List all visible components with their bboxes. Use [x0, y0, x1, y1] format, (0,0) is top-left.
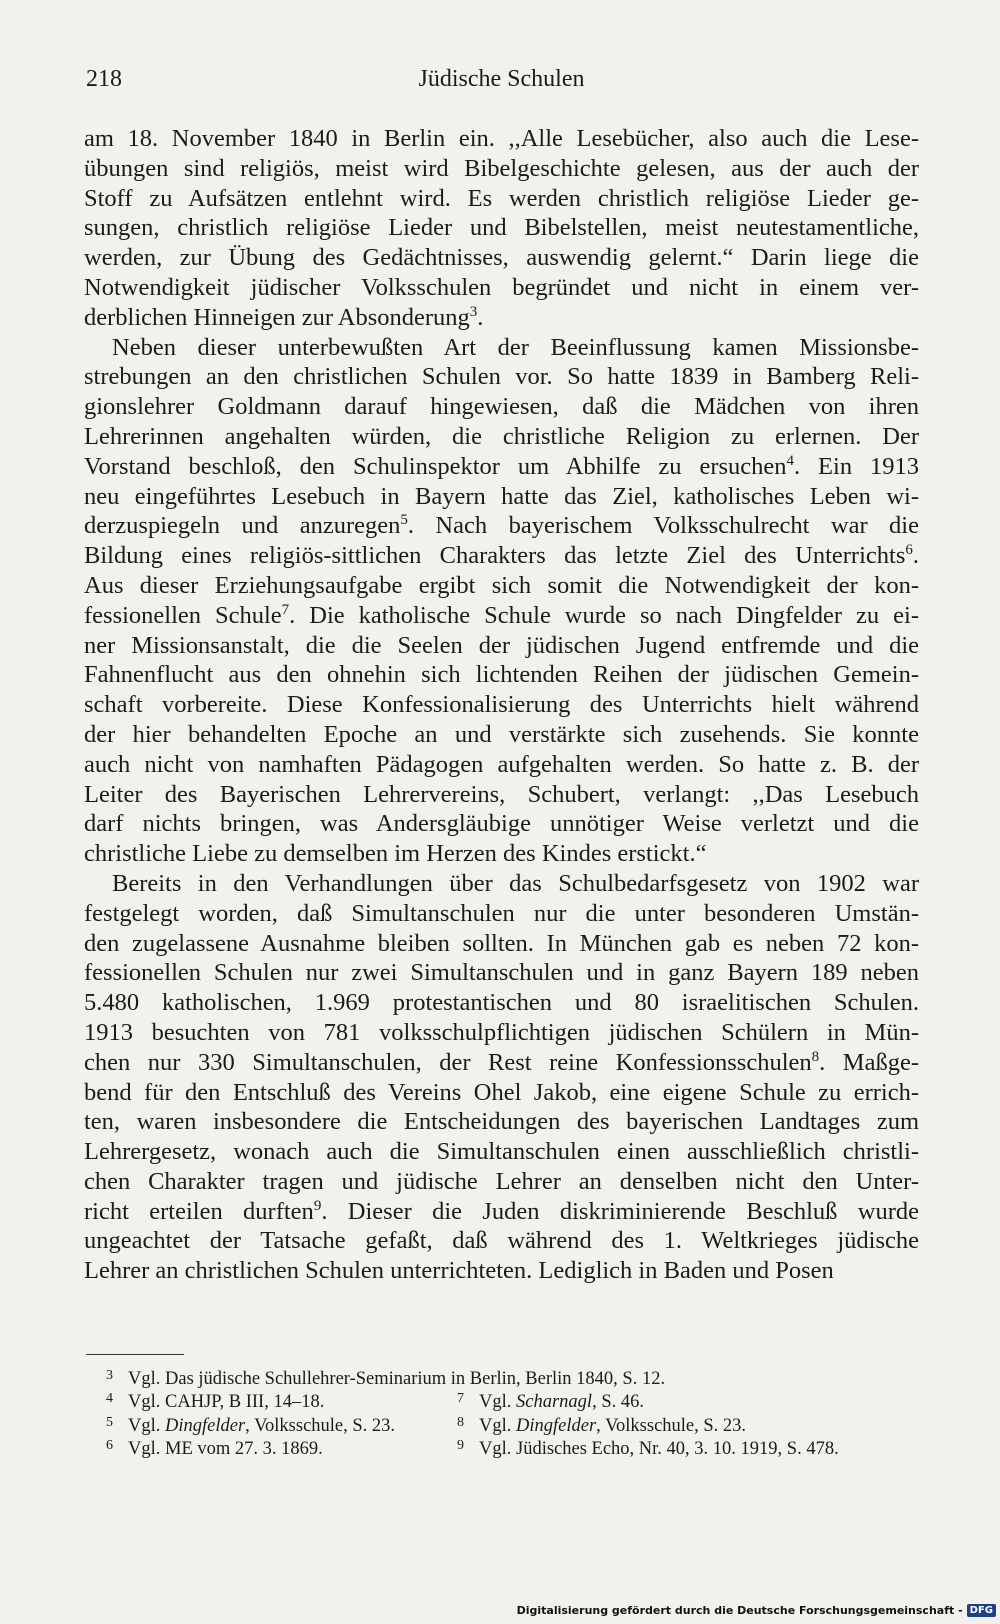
footnote-reference: 5	[400, 512, 408, 529]
text-line	[84, 333, 919, 363]
text-line-content: Fahnenflucht aus den ohnehin sich lichtenden Reihen der jüdischen Gemein-	[84, 661, 919, 689]
footnote-text-post: , Volksschule, S. 23.	[596, 1415, 747, 1436]
text-line	[84, 1226, 919, 1256]
text-line-content: fessionellen Schule	[84, 601, 282, 629]
text-line	[84, 1197, 919, 1227]
text-line-content: derzuspiegeln und anzuregen	[84, 512, 401, 540]
text-line	[84, 839, 919, 869]
text-line-content: chen nur 330 Simultanschulen, der Rest reine Konfessionsschulen	[84, 1048, 812, 1076]
footnote-4: 4 Vgl. CAHJP, B III, 14–18.	[106, 1391, 325, 1413]
text-line	[84, 303, 919, 333]
text-line	[84, 213, 919, 243]
text-line	[84, 929, 919, 959]
footnote-5: 5 Vgl. Dingfelder, Volksschule, S. 23.	[106, 1414, 396, 1436]
footnote-author: Scharnagl	[516, 1392, 593, 1413]
text-line-content: Lehrerinnen angehalten würden, die christliche Religion zu erlernen. Der	[84, 422, 919, 450]
text-line-content: strebungen an den christlichen Schulen vor. So hatte 1839 in Bamberg Reli-	[84, 363, 919, 391]
text-line-content: chen Charakter tragen und jüdische Lehrer an denselben nicht den Unter-	[84, 1167, 919, 1195]
text-line-content: 1913 besuchten von 781 volksschulpflichtigen jüdischen Schülern in Mün-	[84, 1018, 919, 1046]
text-line-content: ten, waren insbesondere die Entscheidungen des bayerischen Landtages zum	[84, 1108, 919, 1136]
text-line	[84, 660, 919, 690]
text-line-content: den zugelassene Ausnahme bleiben sollten. In München gab es neben 72 kon-	[84, 929, 919, 957]
text-line-content: derblichen Hinneigen zur Absonderung	[84, 303, 470, 331]
text-line	[84, 1107, 919, 1137]
text-line-continuation: .	[912, 542, 919, 570]
footnote-divider	[86, 1354, 184, 1355]
footnote-text-pre: Vgl.	[479, 1415, 516, 1436]
text-line-content: richt erteilen durften	[84, 1197, 314, 1225]
footnote-text-post: , Volksschule, S. 23.	[245, 1415, 396, 1436]
text-line	[84, 1078, 919, 1108]
funding-text: Digitalisierung gefördert durch die Deutsche Forschungsgemeinschaft -	[516, 1603, 963, 1617]
text-line	[84, 869, 919, 899]
footnote-9: 9 Vgl. Jüdisches Echo, Nr. 40, 3. 10. 1919, S. 478.	[457, 1438, 839, 1460]
footnote-reference: 8	[811, 1048, 820, 1065]
text-line-content: 5.480 katholischen, 1.969 protestantischen und 80 israelitischen Schulen.	[84, 989, 919, 1017]
text-line-content: auch nicht von namhaften Pädagogen aufgehalten werden. So hatte z. B. der	[84, 750, 919, 778]
text-line	[84, 273, 919, 303]
footnote-text-pre: Vgl.	[479, 1392, 516, 1413]
text-line-content: am 18. November 1840 in Berlin ein. ,,Alle Lesebücher, also auch die Lese-	[84, 125, 919, 152]
footnote-text: Vgl. ME vom 27. 3. 1869.	[128, 1439, 323, 1460]
footnote-reference: 9	[313, 1197, 322, 1214]
text-line	[84, 720, 919, 750]
footnote-reference: 6	[905, 542, 913, 559]
text-line	[84, 809, 919, 839]
footnote-3: 3 Vgl. Das jüdische Schullehrer-Seminarium in Berlin, Berlin 1840, S. 12.	[106, 1368, 666, 1389]
text-line	[84, 124, 919, 154]
text-line-content: sungen, christlich religiöse Lieder und Bibelstellen, meist neutestamentliche,	[84, 214, 919, 242]
text-line-content: schaft vorbereite. Diese Konfessionalisierung des Unterrichts hielt während	[84, 691, 919, 719]
text-line-content: der hier behandelten Epoche an und verstärkte sich zusehends. Sie konnte	[84, 720, 919, 748]
text-line	[84, 958, 919, 988]
text-line-content: Notwendigkeit jüdischer Volksschulen begründet und nicht in einem ver-	[84, 273, 919, 301]
footnote-text-pre: Vgl.	[128, 1415, 165, 1436]
text-line	[84, 631, 919, 661]
text-line	[84, 780, 919, 810]
text-line	[84, 750, 919, 780]
text-line	[84, 243, 919, 273]
text-line-content: bend für den Entschluß des Vereins Ohel Jakob, eine eigene Schule zu errich-	[84, 1078, 919, 1106]
footnote-6: 6 Vgl. ME vom 27. 3. 1869.	[106, 1438, 323, 1460]
text-line-content: gionslehrer Goldmann darauf hingewiesen, daß die Mädchen von ihren	[84, 393, 919, 421]
text-line-content: Bildung eines religiös-sittlichen Charakters das letzte Ziel des Unterrichts	[84, 542, 906, 570]
text-line-continuation: . Nach bayerischem Volksschulrecht war die	[407, 512, 919, 540]
text-line-content: festgelegt worden, daß Simultanschulen nur die unter besonderen Umstän-	[84, 899, 919, 927]
running-title: Jüdische Schulen	[418, 66, 585, 92]
text-line-continuation: . Die katholische Schule wurde so nach Dingfelder zu ei-	[289, 601, 919, 629]
text-line	[84, 184, 919, 214]
text-line	[84, 571, 919, 601]
text-line-content: ungeachtet der Tatsache gefaßt, daß während des 1. Weltkrieges jüdische	[84, 1227, 919, 1255]
text-line	[84, 988, 919, 1018]
text-line	[84, 362, 919, 392]
text-line-content: fessionellen Schulen nur zwei Simultanschulen und in ganz Bayern 189 neben	[84, 959, 919, 987]
text-line-continuation: . Ein 1913	[794, 452, 919, 480]
footnote-8: 8 Vgl. Dingfelder, Volksschule, S. 23.	[457, 1414, 747, 1436]
text-line	[84, 482, 919, 512]
text-line-content: übungen sind religiös, meist wird Bibelgeschichte gelesen, aus der auch der	[84, 154, 919, 182]
text-line	[84, 1256, 919, 1286]
footnote-7: 7 Vgl. Scharnagl, S. 46.	[457, 1391, 644, 1413]
text-line-content: Lehrer an christlichen Schulen unterrichteten. Lediglich in Baden und Posen	[84, 1257, 834, 1285]
text-line-content: Vorstand beschloß, den Schulinspektor um Abhilfe zu ersuchen	[84, 452, 787, 480]
text-line	[84, 541, 919, 571]
footnote-reference: 3	[469, 303, 478, 320]
text-line-content: Bereits in den Verhandlungen über das Schulbedarfsgesetz von 1902 war	[112, 869, 919, 897]
text-line	[84, 899, 919, 929]
footnote-reference: 4	[786, 452, 795, 469]
text-line	[84, 392, 919, 422]
text-line	[84, 601, 919, 631]
text-line	[84, 1018, 919, 1048]
footnote-author: Dingfelder	[516, 1415, 597, 1436]
text-line	[84, 452, 919, 482]
page-header	[84, 66, 919, 100]
text-line	[84, 422, 919, 452]
text-line-content: christliche Liebe zu demselben im Herzen des Kindes erstickt.“	[84, 840, 707, 868]
footnote-text: Vgl. Das jüdische Schullehrer-Seminarium in Berlin, Berlin 1840, S. 12.	[128, 1369, 666, 1389]
funding-banner	[517, 1600, 996, 1620]
text-line-content: werden, zur Übung des Gedächtnisses, auswendig gelernt.“ Darin liege die	[84, 244, 919, 272]
footnote-text-post: , S. 46.	[592, 1392, 644, 1413]
text-line-content: Neben dieser unterbewußten Art der Beeinflussung kamen Missionsbe-	[112, 333, 919, 361]
text-line-continuation: .	[477, 303, 484, 331]
text-line-content: Lehrergesetz, wonach auch die Simultanschulen einen ausschließlich christli-	[84, 1138, 919, 1166]
text-line-content: darf nichts bringen, was Andersgläubige unnötiger Weise verletzt und die	[84, 810, 919, 838]
dfg-logo: DFG	[967, 1604, 996, 1617]
text-line	[84, 1167, 919, 1197]
footnote-author: Dingfelder	[165, 1415, 246, 1436]
text-line	[84, 154, 919, 184]
text-line-content: Stoff zu Aufsätzen entlehnt wird. Es werden christlich religiöse Lieder ge-	[84, 184, 919, 212]
footnote-reference: 7	[281, 601, 290, 618]
text-line-continuation: . Dieser die Juden diskriminierende Beschluß wurde	[321, 1197, 919, 1225]
text-line	[84, 511, 919, 541]
page-number: 218	[86, 66, 122, 92]
text-line-continuation: . Maßge-	[819, 1048, 919, 1076]
text-line	[84, 690, 919, 720]
text-line-content: neu eingeführtes Lesebuch in Bayern hatte das Ziel, katholisches Leben wi-	[84, 482, 919, 510]
text-line-content: Aus dieser Erziehungsaufgabe ergibt sich somit die Notwendigkeit der kon-	[84, 571, 919, 599]
text-line-content: ner Missionsanstalt, die die Seelen der jüdischen Jugend entfremde und die	[84, 631, 919, 659]
text-line	[84, 1137, 919, 1167]
body-text	[84, 124, 919, 1286]
text-line-content: Leiter des Bayerischen Lehrervereins, Schubert, verlangt: ,,Das Lesebuch	[84, 780, 919, 808]
footnote-text: Vgl. CAHJP, B III, 14–18.	[128, 1392, 325, 1413]
text-line	[84, 1048, 919, 1078]
footnote-text: Vgl. Jüdisches Echo, Nr. 40, 3. 10. 1919, S. 478.	[479, 1439, 839, 1460]
